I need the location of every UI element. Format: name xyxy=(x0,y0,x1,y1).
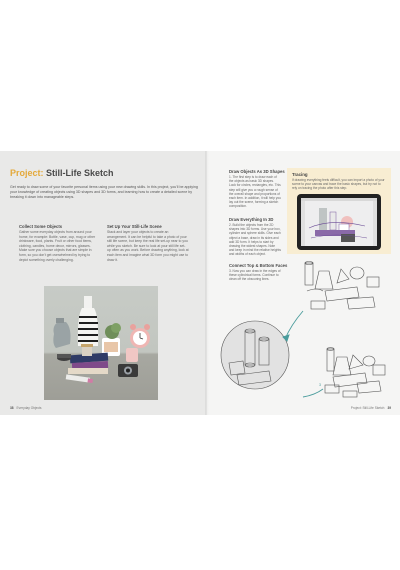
title-main: Still-Life Sketch xyxy=(46,168,114,178)
step3-heading: Connect Top & Bottom Faces xyxy=(229,263,288,268)
still-life-photo xyxy=(44,286,158,400)
right-footer xyxy=(351,406,391,410)
page-title xyxy=(10,168,114,178)
step3-body: 3. Now you can draw in the edges of these cylindrical forms. Continue to clean off the obscuring lines. xyxy=(229,269,281,282)
collect-body: Gather some everyday objects from around your home, for example: Bottle, vase, cup, mug or other drinkware, food, plants. Fruit or other food items, clothing, candles, home decor, mirrors, glasses. Make sure you choose objects that are simple in form, so you don't get overwhelmed by trying to depict something overly challenging. xyxy=(19,230,96,262)
shape-sketches xyxy=(207,151,400,415)
step-marker: 3 xyxy=(319,383,321,387)
step1-body: 1. The first step is to draw each of the objects as basic 3D shapes. Look for circles, rectangles, etc. This step will give you a rough sense of the overall shape and proportions of each item. In addition, it will help you lay out the scene, forming a sketch composition. xyxy=(229,175,281,209)
left-footer xyxy=(10,406,42,410)
right-page-number: 39 xyxy=(387,406,391,410)
setup-body: Stack and layer your objects to create an arrangement. It can be helpful to take a photo of your still life scene, but keep the real life set-up near to you while you sketch. Be sure to look at your still life set-up often as you work. Before drawing anything, look at each item and imagine what 3D form you might use to draw it. xyxy=(107,230,189,262)
title-prefix: Project: xyxy=(10,168,47,178)
left-page-number: 38 xyxy=(10,406,14,410)
intro-paragraph: Get ready to draw some of your favorite personal items using your new drawing skills. In this project, you'll be applying your knowledge of creating objects using 3D shapes and 3D forms, and learning how to create a detailed scene by breaking it down into manageable steps. xyxy=(10,185,198,199)
step1-sketch xyxy=(305,262,379,310)
detail-magnifier xyxy=(221,321,289,389)
book-spread xyxy=(0,151,400,415)
step3-sketch xyxy=(325,348,385,397)
collect-heading: Collect Some Objects xyxy=(19,224,63,229)
right-running-head: Project: Still-Life Sketch xyxy=(350,406,385,410)
page-gutter xyxy=(205,151,209,415)
tip-body: If drawing everything feels difficult, you can import a photo of your scene to your canvas and trace the basic shapes, but try not to rely on tracing the photo after this step. xyxy=(292,178,385,191)
step1-heading: Draw Objects As 3D Shapes xyxy=(229,169,285,174)
right-page xyxy=(207,151,400,415)
setup-heading: Set Up Your Still-Life Scene xyxy=(107,224,162,229)
left-page xyxy=(0,151,207,415)
still-life-illustration xyxy=(44,286,158,400)
left-running-head: Everyday Objects xyxy=(16,406,42,410)
step2-body: 2. Build the objects from the 2D shapes into 3D forms. Use your box, cylinder and sphere skills. Give each object a base, draw in its sides and add 3D form. It helps to start by drawing the widest shapes. Note and keep in mind the relative heights and widths of each object. xyxy=(229,223,281,257)
tip-title: Tracing xyxy=(292,172,308,177)
step2-heading: Draw Everything In 3D xyxy=(229,217,274,222)
